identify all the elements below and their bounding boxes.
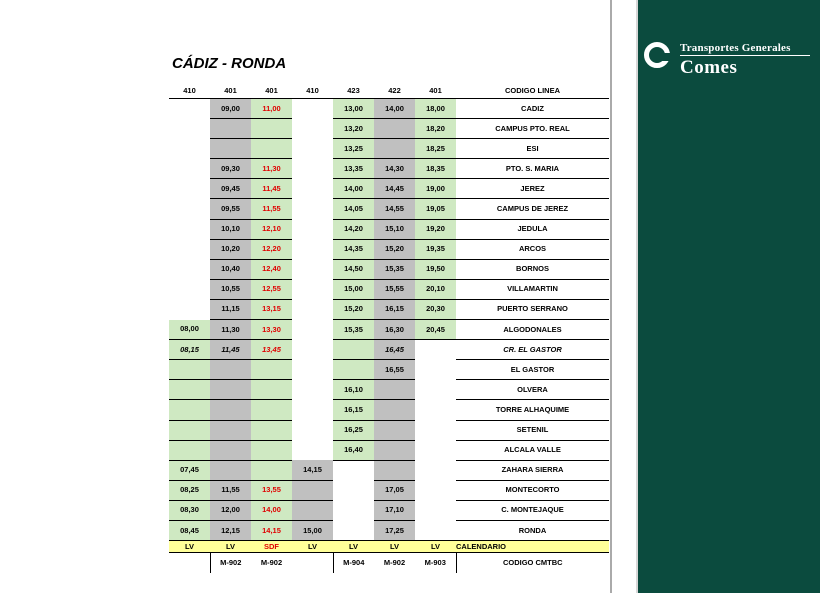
stop-name: VILLAMARTIN [456,279,609,299]
stop-name: CR. EL GASTOR [456,340,609,360]
time-cell: 13,00 [333,99,374,119]
header-row [169,84,609,99]
stop-name: CADIZ [456,99,609,119]
calendar-row [169,541,609,553]
stop-name: MONTECORTO [456,480,609,500]
time-cell: 10,40 [210,259,251,279]
stop-name: PTO. S. MARIA [456,159,609,179]
time-cell [251,420,292,440]
time-cell: 10,55 [210,279,251,299]
stop-name: ARCOS [456,239,609,259]
time-cell [415,420,456,440]
table-row [169,299,609,319]
cmtbc-code: M-902 [383,558,406,568]
calendar-cell: LV [374,541,415,553]
stop-name: ALGODONALES [456,320,609,340]
time-cell: 17,25 [374,520,415,540]
time-cell [292,199,333,219]
time-cell [333,500,374,520]
cmtbc-code [169,553,210,574]
time-cell: 12,20 [251,239,292,259]
table-row [169,420,609,440]
time-cell: 12,40 [251,259,292,279]
time-cell [169,420,210,440]
calendar-cell: SDF [251,541,292,553]
time-cell: 09,45 [210,179,251,199]
time-cell [415,500,456,520]
time-cell: 19,05 [415,199,456,219]
time-cell [169,239,210,259]
table-row [169,119,609,139]
stop-name: C. MONTEJAQUE [456,500,609,520]
time-cell: 14,05 [333,199,374,219]
cmtbc-label: CODIGO CMTBC [502,558,563,568]
time-cell [169,279,210,299]
time-cell [292,420,333,440]
calendar-cell: LV [333,541,374,553]
time-cell: 14,15 [251,520,292,540]
stop-name: ESI [456,139,609,159]
time-cell [415,380,456,400]
time-cell [333,480,374,500]
time-cell: 16,25 [333,420,374,440]
time-cell: 19,35 [415,239,456,259]
time-cell: 10,20 [210,239,251,259]
time-cell: 19,20 [415,219,456,239]
time-cell [374,460,415,480]
stop-name: CAMPUS DE JEREZ [456,199,609,219]
time-cell [169,179,210,199]
calendar-cell: LV [292,541,333,553]
time-cell: 17,05 [374,480,415,500]
time-cell [292,239,333,259]
table-row [169,520,609,540]
stop-name: JEDULA [456,219,609,239]
time-cell: 12,55 [251,279,292,299]
table-row [169,320,609,340]
time-cell [374,139,415,159]
table-row [169,239,609,259]
time-cell [251,440,292,460]
time-cell: 14,35 [333,239,374,259]
time-cell: 09,30 [210,159,251,179]
time-cell [169,99,210,119]
time-cell: 20,10 [415,279,456,299]
time-cell [292,380,333,400]
time-cell [251,119,292,139]
time-cell: 16,30 [374,320,415,340]
line-code: 401 [415,84,456,99]
stop-name: EL GASTOR [456,360,609,380]
time-cell: 16,55 [374,360,415,380]
time-cell [333,520,374,540]
time-cell [251,360,292,380]
time-cell [374,440,415,460]
time-cell: 19,00 [415,179,456,199]
table-row [169,199,609,219]
time-cell: 14,00 [251,500,292,520]
time-cell: 14,00 [333,179,374,199]
time-cell: 13,30 [251,320,292,340]
time-cell [292,219,333,239]
calendar-cell: LV [169,541,210,553]
table-row [169,480,609,500]
time-cell: 08,45 [169,520,210,540]
sidebar-divider [636,0,638,593]
time-cell [292,279,333,299]
time-cell: 13,20 [333,119,374,139]
time-cell [210,400,251,420]
table-row [169,179,609,199]
line-code: 423 [333,84,374,99]
time-cell: 07,45 [169,460,210,480]
stop-name: ALCALA VALLE [456,440,609,460]
time-cell: 14,55 [374,199,415,219]
line-code: 401 [210,84,251,99]
time-cell: 11,30 [251,159,292,179]
stop-name: RONDA [456,520,609,540]
time-cell: 15,35 [374,259,415,279]
time-cell [333,340,374,360]
time-cell [251,460,292,480]
stop-name: TORRE ALHAQUIME [456,400,609,420]
time-cell [292,99,333,119]
table-row [169,360,609,380]
table-row [169,340,609,360]
time-cell: 14,00 [374,99,415,119]
time-cell [210,440,251,460]
cmtbc-code: M-904 [333,553,374,574]
time-cell: 09,00 [210,99,251,119]
time-cell: 11,00 [251,99,292,119]
cmtbc-row [169,553,609,574]
time-cell [415,480,456,500]
time-cell: 15,55 [374,279,415,299]
time-cell [292,360,333,380]
time-cell [374,380,415,400]
table-row [169,159,609,179]
time-cell [292,179,333,199]
time-cell [169,380,210,400]
cmtbc-code: M-902 [210,553,251,574]
time-cell [333,360,374,380]
table-row [169,219,609,239]
time-cell: 13,15 [251,299,292,319]
time-cell [292,119,333,139]
stop-name: JEREZ [456,179,609,199]
time-cell [374,119,415,139]
codigo-linea-label: CODIGO LINEA [456,84,609,99]
time-cell [292,320,333,340]
time-cell: 08,15 [169,340,210,360]
time-cell: 17,10 [374,500,415,520]
line-code: 410 [292,84,333,99]
time-cell: 15,20 [374,239,415,259]
time-cell: 16,45 [374,340,415,360]
logo-line1: Transportes Generales [680,42,791,54]
time-cell [169,440,210,460]
time-cell: 14,20 [333,219,374,239]
table-row [169,440,609,460]
time-cell: 19,50 [415,259,456,279]
comes-logo [644,40,804,80]
time-cell [333,460,374,480]
time-cell: 13,45 [251,340,292,360]
time-cell: 10,10 [210,219,251,239]
time-cell: 08,30 [169,500,210,520]
time-cell: 15,00 [333,279,374,299]
time-cell: 13,55 [251,480,292,500]
line-code: 422 [374,84,415,99]
time-cell: 18,35 [415,159,456,179]
calendar-label: CALENDARIO [456,541,609,553]
time-cell: 16,15 [333,400,374,420]
time-cell [169,360,210,380]
time-cell: 08,25 [169,480,210,500]
time-cell: 16,10 [333,380,374,400]
time-cell: 11,55 [251,199,292,219]
time-cell [210,380,251,400]
stop-name: BORNOS [456,259,609,279]
logo-rule [680,55,810,56]
logo-line2: Comes [680,57,738,78]
time-cell [374,420,415,440]
time-cell [210,460,251,480]
time-cell [415,340,456,360]
line-code: 410 [169,84,210,99]
stop-name: OLVERA [456,380,609,400]
time-cell [292,400,333,420]
table-row [169,99,609,119]
time-cell [374,400,415,420]
cmtbc-code: M-903 [415,553,456,574]
time-cell [415,520,456,540]
time-cell [210,119,251,139]
stop-name: CAMPUS PTO. REAL [456,119,609,139]
time-cell: 14,50 [333,259,374,279]
time-cell [169,259,210,279]
stop-name: PUERTO SERRANO [456,299,609,319]
time-cell [210,420,251,440]
time-cell: 11,45 [210,340,251,360]
time-cell: 15,35 [333,320,374,340]
time-cell: 09,55 [210,199,251,219]
time-cell: 18,25 [415,139,456,159]
time-cell [292,139,333,159]
time-cell [415,400,456,420]
line-code: 401 [251,84,292,99]
time-cell [415,360,456,380]
table-row [169,259,609,279]
time-cell: 16,15 [374,299,415,319]
time-cell [251,139,292,159]
time-cell [169,219,210,239]
time-cell [169,199,210,219]
time-cell: 11,15 [210,299,251,319]
time-cell: 15,20 [333,299,374,319]
time-cell: 11,45 [251,179,292,199]
time-cell [292,159,333,179]
time-cell [292,299,333,319]
time-cell: 12,10 [251,219,292,239]
time-cell [210,139,251,159]
time-cell: 14,45 [374,179,415,199]
time-cell [292,480,333,500]
time-cell [169,119,210,139]
table-row [169,139,609,159]
time-cell [292,500,333,520]
time-cell: 11,30 [210,320,251,340]
time-cell: 16,40 [333,440,374,460]
cmtbc-code: M-902 [260,558,283,568]
time-cell: 18,20 [415,119,456,139]
time-cell [292,259,333,279]
time-cell [251,400,292,420]
time-cell [415,460,456,480]
time-cell: 14,30 [374,159,415,179]
route-title: CÁDIZ - RONDA [172,55,287,72]
cmtbc-code [292,553,333,574]
stop-name: SETENIL [456,420,609,440]
time-cell: 15,00 [292,520,333,540]
logo-ring-icon [644,42,670,68]
table-row [169,279,609,299]
timetable [169,84,609,573]
table-row [169,500,609,520]
time-cell: 20,45 [415,320,456,340]
time-cell [415,440,456,460]
time-cell [292,340,333,360]
calendar-cell: LV [210,541,251,553]
time-cell: 14,15 [292,460,333,480]
time-cell [251,380,292,400]
brand-sidebar [636,0,820,593]
time-cell [169,400,210,420]
time-cell [292,440,333,460]
time-cell [169,159,210,179]
time-cell: 18,00 [415,99,456,119]
time-cell: 12,15 [210,520,251,540]
time-cell [169,299,210,319]
time-cell: 15,10 [374,219,415,239]
time-cell [210,360,251,380]
time-cell [169,139,210,159]
time-cell: 13,35 [333,159,374,179]
calendar-cell: LV [415,541,456,553]
table-row [169,460,609,480]
stop-name: ZAHARA SIERRA [456,460,609,480]
table-row [169,400,609,420]
time-cell: 11,55 [210,480,251,500]
time-cell: 08,00 [169,320,210,340]
time-cell: 20,30 [415,299,456,319]
table-row [169,380,609,400]
time-cell: 12,00 [210,500,251,520]
time-cell: 13,25 [333,139,374,159]
